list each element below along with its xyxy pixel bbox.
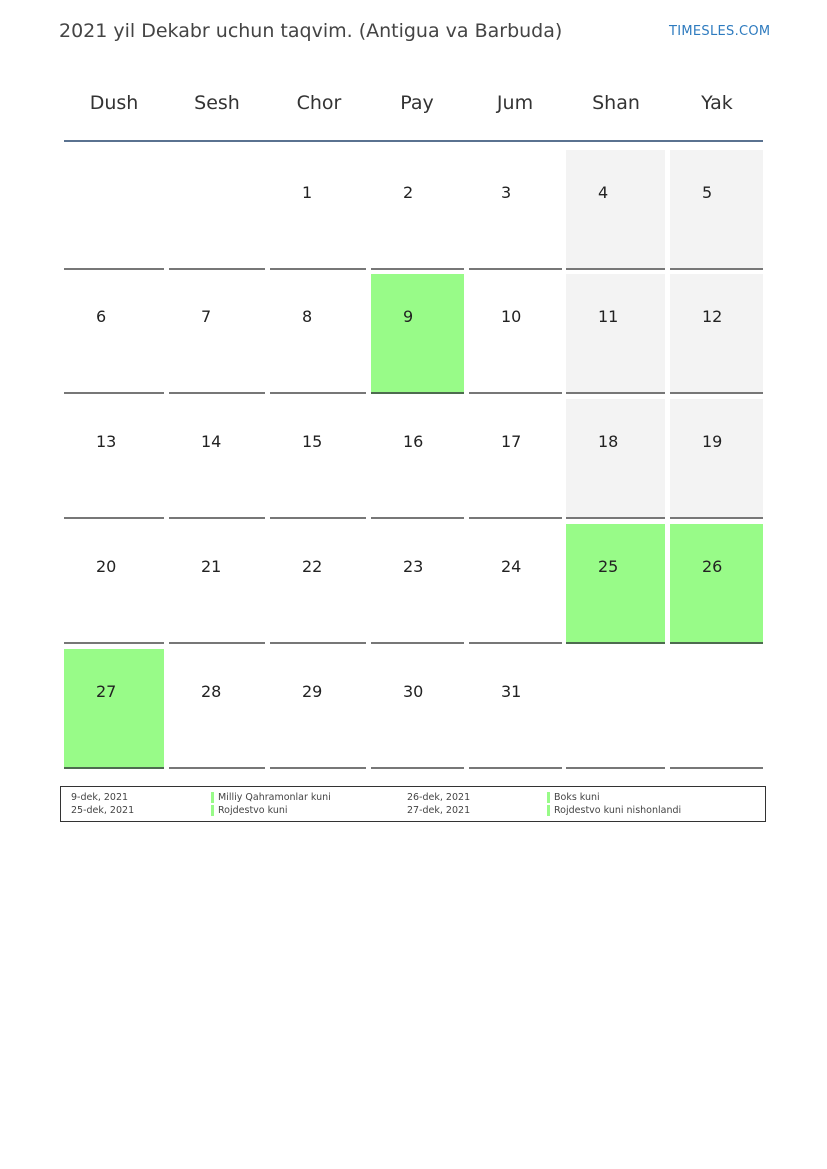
day-cell bbox=[270, 524, 366, 644]
day-cell bbox=[469, 524, 562, 644]
empty-day-cell bbox=[169, 150, 265, 270]
holiday-legend bbox=[60, 786, 766, 822]
day-number: 7 bbox=[201, 307, 212, 326]
day-cell bbox=[371, 150, 464, 270]
day-number: 14 bbox=[201, 432, 222, 451]
day-cell bbox=[469, 274, 562, 394]
day-cell bbox=[169, 274, 265, 394]
legend-date: 27-dek, 2021 bbox=[407, 805, 471, 816]
empty-day-cell bbox=[566, 649, 665, 769]
day-number: 12 bbox=[702, 307, 723, 326]
weekend-day-cell bbox=[670, 399, 763, 519]
weekend-day-cell bbox=[670, 274, 763, 394]
weekend-day-cell bbox=[670, 150, 763, 270]
day-number: 5 bbox=[702, 183, 713, 202]
site-link[interactable]: TIMESLES.COM bbox=[669, 24, 771, 39]
day-number: 16 bbox=[403, 432, 424, 451]
day-number: 18 bbox=[598, 432, 619, 451]
day-cell bbox=[169, 649, 265, 769]
day-number: 19 bbox=[702, 432, 723, 451]
day-cell bbox=[64, 524, 164, 644]
day-number: 25 bbox=[598, 557, 619, 576]
day-number: 28 bbox=[201, 682, 222, 701]
day-cell bbox=[469, 649, 562, 769]
legend-holiday-name: Milliy Qahramonlar kuni bbox=[218, 792, 331, 803]
day-number: 26 bbox=[702, 557, 723, 576]
legend-holiday-name: Rojdestvo kuni nishonlandi bbox=[554, 805, 682, 816]
day-number: 20 bbox=[96, 557, 117, 576]
day-number: 6 bbox=[96, 307, 107, 326]
page-title: 2021 yil Dekabr uchun taqvim. (Antigua va Barbuda) bbox=[59, 20, 563, 42]
day-number: 13 bbox=[96, 432, 117, 451]
day-number: 21 bbox=[201, 557, 222, 576]
weekend-day-cell bbox=[566, 150, 665, 270]
day-cell bbox=[64, 399, 164, 519]
day-number: 30 bbox=[403, 682, 424, 701]
day-cell bbox=[371, 399, 464, 519]
legend-date: 26-dek, 2021 bbox=[407, 792, 471, 803]
day-number: 4 bbox=[598, 183, 609, 202]
day-cell bbox=[270, 150, 366, 270]
holiday-day-cell bbox=[64, 649, 164, 769]
weekday-header bbox=[64, 74, 763, 142]
day-number: 8 bbox=[302, 307, 313, 326]
day-number: 15 bbox=[302, 432, 323, 451]
day-number: 10 bbox=[501, 307, 522, 326]
day-number: 11 bbox=[598, 307, 619, 326]
day-number: 27 bbox=[96, 682, 117, 701]
holiday-day-cell bbox=[670, 524, 763, 644]
weekend-day-cell bbox=[566, 274, 665, 394]
day-number: 24 bbox=[501, 557, 522, 576]
weekday-sat: Shan bbox=[592, 92, 640, 114]
empty-day-cell bbox=[64, 150, 164, 270]
day-number: 23 bbox=[403, 557, 424, 576]
day-cell bbox=[371, 524, 464, 644]
weekday-tue: Sesh bbox=[194, 92, 240, 114]
weekday-fri: Jum bbox=[496, 92, 534, 114]
day-cell bbox=[270, 649, 366, 769]
day-cell bbox=[469, 399, 562, 519]
weekday-mon: Dush bbox=[89, 92, 139, 114]
day-number: 9 bbox=[403, 307, 414, 326]
day-number: 22 bbox=[302, 557, 323, 576]
weekday-wed: Chor bbox=[296, 92, 342, 114]
day-cell bbox=[270, 274, 366, 394]
holiday-day-cell bbox=[371, 274, 464, 394]
day-cell bbox=[469, 150, 562, 270]
day-number: 31 bbox=[501, 682, 522, 701]
legend-date: 25-dek, 2021 bbox=[71, 805, 135, 816]
day-cell bbox=[169, 399, 265, 519]
weekday-thu: Pay bbox=[400, 92, 434, 114]
day-cell bbox=[270, 399, 366, 519]
day-number: 29 bbox=[302, 682, 323, 701]
weekday-sun: Yak bbox=[701, 92, 733, 114]
day-number: 17 bbox=[501, 432, 522, 451]
legend-holiday-name: Boks kuni bbox=[554, 792, 600, 803]
weekend-day-cell bbox=[566, 399, 665, 519]
day-number: 1 bbox=[302, 183, 313, 202]
day-cell bbox=[371, 649, 464, 769]
calendar-grid bbox=[64, 74, 763, 701]
legend-holiday-name: Rojdestvo kuni bbox=[218, 805, 288, 816]
day-number: 3 bbox=[501, 183, 512, 202]
holiday-day-cell bbox=[566, 524, 665, 644]
legend-date: 9-dek, 2021 bbox=[71, 792, 129, 803]
day-number: 2 bbox=[403, 183, 414, 202]
empty-day-cell bbox=[670, 649, 763, 769]
day-cell bbox=[64, 274, 164, 394]
day-cell bbox=[169, 524, 265, 644]
